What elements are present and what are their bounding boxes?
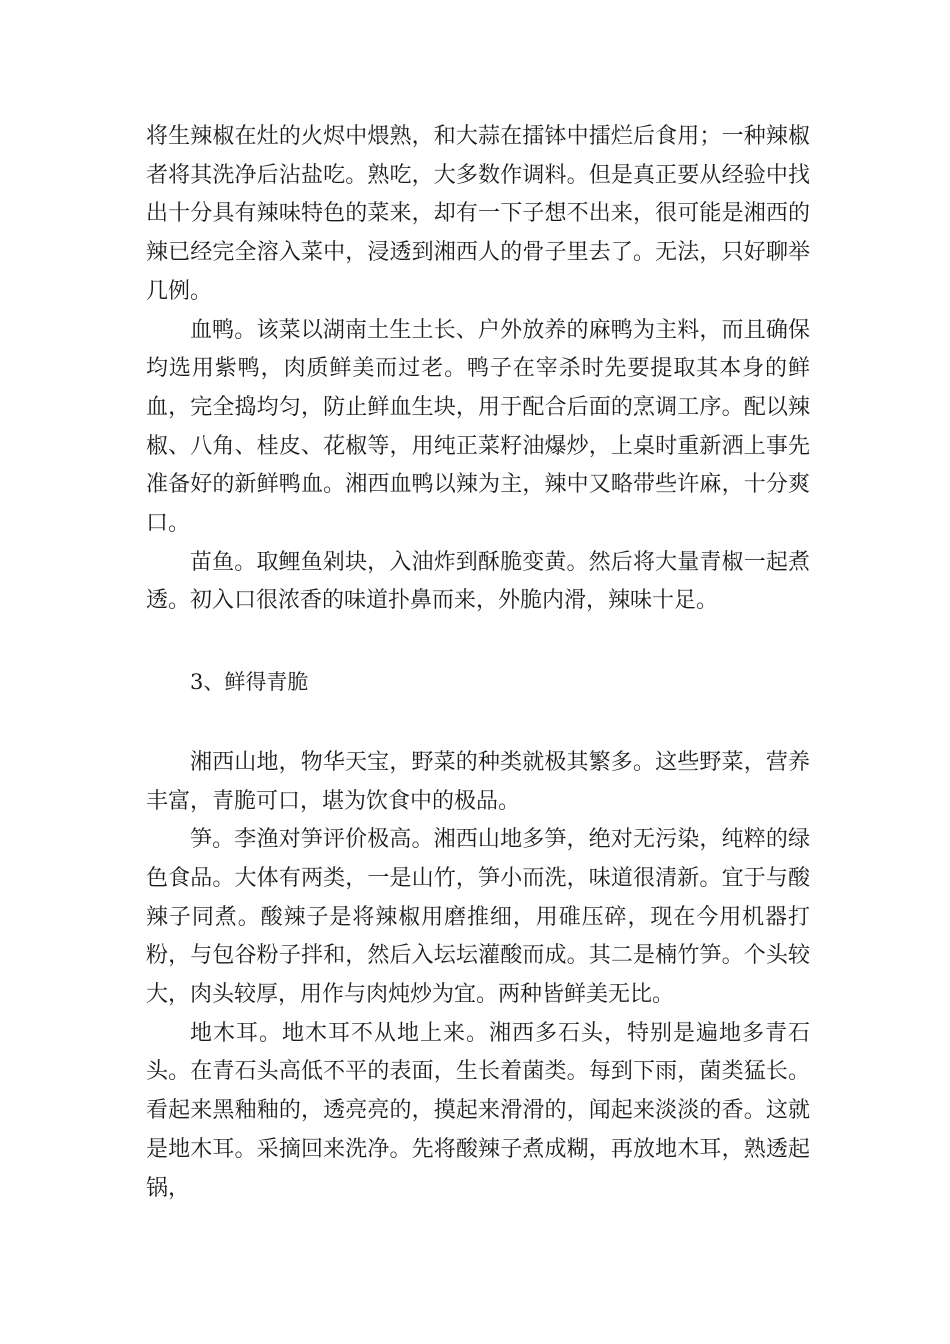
paragraph-chili-intro: 将生辣椒在灶的火烬中煨熟，和大蒜在擂钵中擂烂后食用；一种辣椒者将其洗净后沾盐吃。熟吃，大多数作调料。但是真正要从经验中找出十分具有辣味特色的菜来，却有一下子想不出来，很可能是湘西的辣已经完全溶入菜中，浸透到湘西人的骨子里去了。无法，只好聊举几例。 [146,124,810,304]
document-body [146,118,810,1208]
paragraph-ground-fungus: 地木耳。地木耳不从地上来。湘西多石头，特别是遍地多青石头。在青石头高低不平的表面，生长着菌类。每到下雨，菌类猛长。看起来黑釉釉的，透亮亮的，摸起来滑滑的，闻起来淡淡的香。这就是地木耳。采摘回来洗净。先将酸辣子煮成糊，再放地木耳，熟透起锅， [146,1020,810,1201]
paragraph-bamboo-shoots: 笋。李渔对笋评价极高。湘西山地多笋，绝对无污染，纯粹的绿色食品。大体有两类，一是山竹，笋小而洗，味道很清新。宜于与酸辣子同煮。酸辣子是将辣椒用磨推细，用碓压碎，现在今用机器打粉，与包谷粉子拌和，然后入坛坛灌酸而成。其二是楠竹笋。个头较大，肉头较厚，用作与肉炖炒为宜。两种皆鲜美无比。 [146,827,810,1008]
paragraph-blood-duck: 血鸭。该菜以湖南土生土长、户外放养的麻鸭为主料，而且确保均选用紫鸭，肉质鲜美而过老。鸭子在宰杀时先要提取其本身的鲜血，完全捣均匀，防止鲜血生块，用于配合后面的烹调工序。配以辣椒、八角、桂皮、花椒等，用纯正菜籽油爆炒，上桌时重新洒上事先准备好的新鲜鸭血。湘西血鸭以辣为主，辣中又略带些许麻，十分爽口。 [146,317,810,537]
paragraph-wild-vegetables: 湘西山地，物华天宝，野菜的种类就极其繁多。这些野菜，营养丰富，青脆可口，堪为饮食中的极品。 [146,749,810,814]
section-heading: 3、鲜得青脆 [190,670,309,695]
paragraph-miao-fish: 苗鱼。取鲤鱼剁块，入油炸到酥脆变黄。然后将大量青椒一起煮透。初入口很浓香的味道扑鼻而来，外脆内滑，辣味十足。 [146,549,810,614]
